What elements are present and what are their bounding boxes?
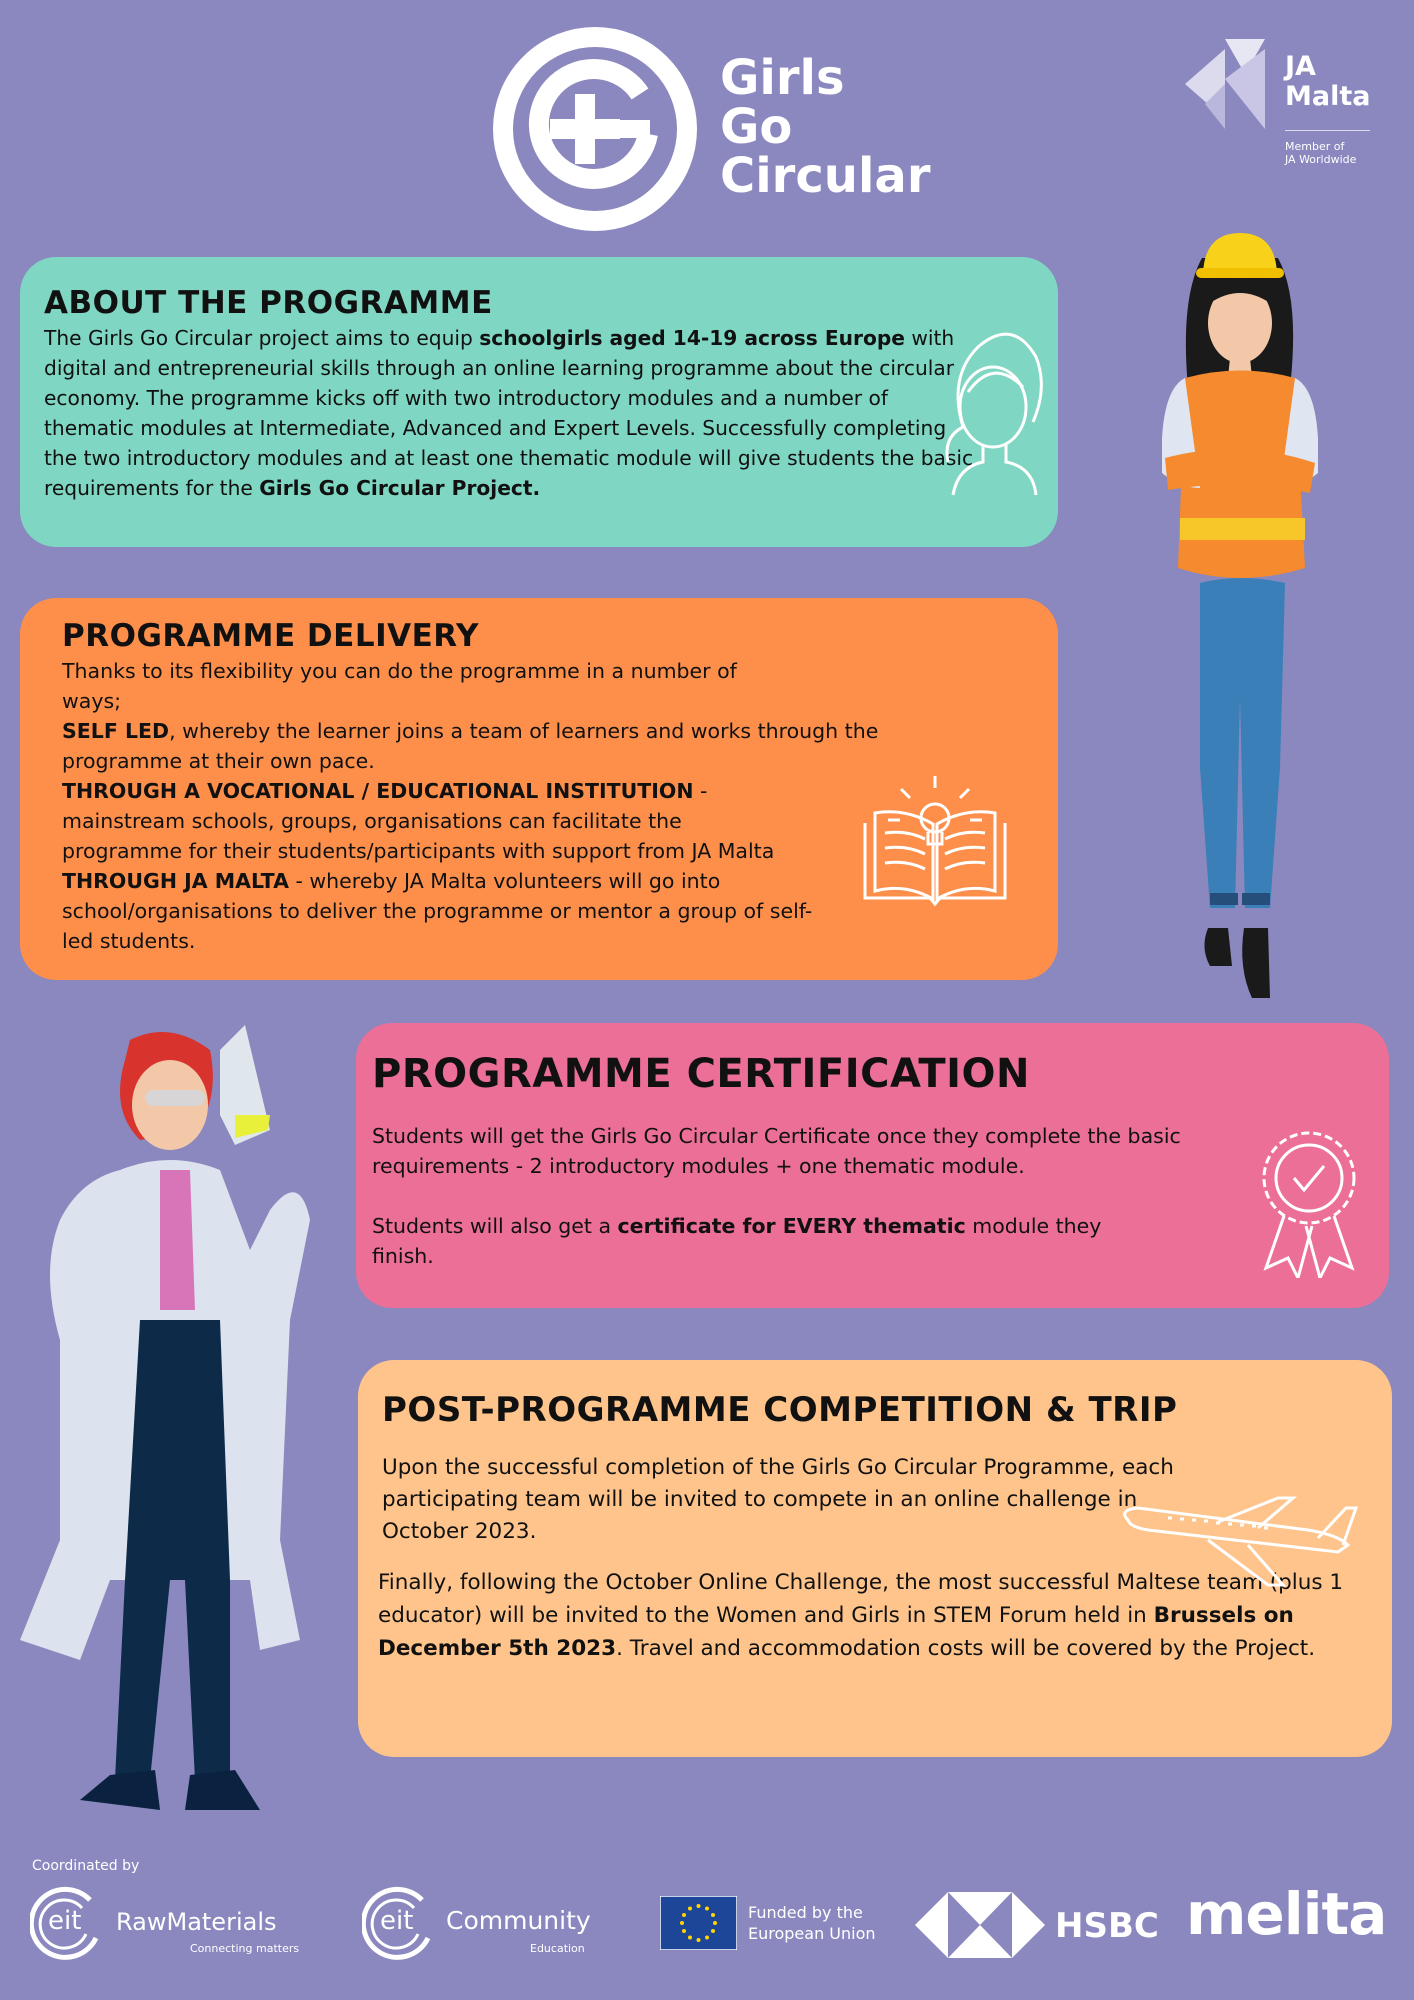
cert-title: PROGRAMME CERTIFICATION [372, 1051, 1030, 1097]
community-tagline: Education [530, 1942, 585, 1955]
logo-line-3: Circular [720, 148, 931, 204]
comp-title: POST-PROGRAMME COMPETITION & TRIP [382, 1390, 1178, 1430]
ggc-logo-icon [490, 24, 700, 234]
airplane-icon [1118, 1490, 1358, 1590]
eu-funding-logo [660, 1896, 900, 1952]
ja-name-2: Malta [1285, 81, 1371, 112]
scientist-illustration [20, 1020, 340, 1820]
ja-divider [1285, 130, 1370, 131]
award-ribbon-icon [1254, 1128, 1364, 1278]
ja-sub-1: Member of [1285, 140, 1345, 153]
cert-text-2: Students will also get a certificate for EVERY thematic module they finish. [372, 1214, 1102, 1268]
about-text: The Girls Go Circular project aims to equip schoolgirls aged 14-19 across Europe with digital and entrepreneurial skills through an online learning programme about the circular economy. The programme kicks off with two introductory modules and a number of thematic modules at Intermediate, Advanced and Expert Levels. Successfully completing the two introductory modules and at least one thematic module will give students the basic requirements for the Girls Go Circular Project. [44, 326, 974, 500]
hsbc-text: HSBC [1055, 1906, 1159, 1946]
eit-text-2: eit [380, 1906, 414, 1936]
delivery-card [20, 598, 1058, 980]
about-card [20, 257, 1058, 547]
ja-name-1: JA [1285, 51, 1316, 82]
delivery-option-1: SELF LED, whereby the learner joins a team of learners and works through the programme at their own pace. [62, 719, 879, 773]
ggc-logo [490, 24, 931, 234]
hsbc-hexagon-icon [915, 1892, 1045, 1958]
girl-head-icon [938, 317, 1048, 497]
ja-logo-icon [1185, 34, 1265, 134]
rawmaterials-tagline: Connecting matters [190, 1942, 300, 1955]
ja-malta-logo [1185, 34, 1385, 174]
delivery-option-2: THROUGH A VOCATIONAL / EDUCATIONAL INSTITUTION - mainstream schools, groups, organisations can facilitate the programme for their students/participants with support from JA Malta [62, 779, 775, 863]
delivery-title: PROGRAMME DELIVERY [62, 618, 479, 654]
eit-text-1: eit [48, 1906, 82, 1936]
book-lightbulb-icon [860, 768, 1010, 908]
competition-card [358, 1360, 1392, 1757]
delivery-option-3: THROUGH JA MALTA - whereby JA Malta volunteers will go into school/organisations to deliver the programme or mentor a group of self-led students. [62, 869, 813, 953]
comp-text-2: Finally, following the October Online Challenge, the most successful Maltese team (plus 1 educator) will be invited to the Women and Girls in STEM Forum held in Brussels on December 5th 2023. Travel and accommodation costs will be covered by the Project. [378, 1570, 1344, 1661]
about-title: ABOUT THE PROGRAMME [44, 285, 493, 321]
rawmaterials-name: RawMaterials [116, 1908, 277, 1936]
melita-logo: melita [1186, 1880, 1387, 1948]
logo-line-1: Girls [720, 50, 845, 106]
delivery-intro: Thanks to its flexibility you can do the programme in a number of ways; [62, 659, 737, 713]
cert-text-1: Students will get the Girls Go Circular Certificate once they complete the basic requirements - 2 introductory modules + one thematic module. [372, 1124, 1181, 1178]
coordinated-by-label: Coordinated by [32, 1858, 140, 1874]
eu-text-2: European Union [748, 1924, 876, 1943]
ja-sub-2: JA Worldwide [1285, 153, 1357, 166]
eit-community-logo [362, 1886, 622, 1966]
eu-flag-icon [660, 1896, 737, 1950]
hsbc-logo [915, 1892, 1165, 1958]
comp-text-1: Upon the successful completion of the Girls Go Circular Programme, each participating team will be invited to compete in an online challenge in October 2023. [382, 1455, 1174, 1544]
construction-worker-illustration [1140, 228, 1340, 1008]
logo-line-2: Go [720, 99, 793, 155]
certification-card [356, 1023, 1389, 1308]
eu-text-1: Funded by the [748, 1903, 863, 1922]
community-name: Community [446, 1906, 591, 1935]
eit-rawmaterials-logo [30, 1886, 310, 1966]
